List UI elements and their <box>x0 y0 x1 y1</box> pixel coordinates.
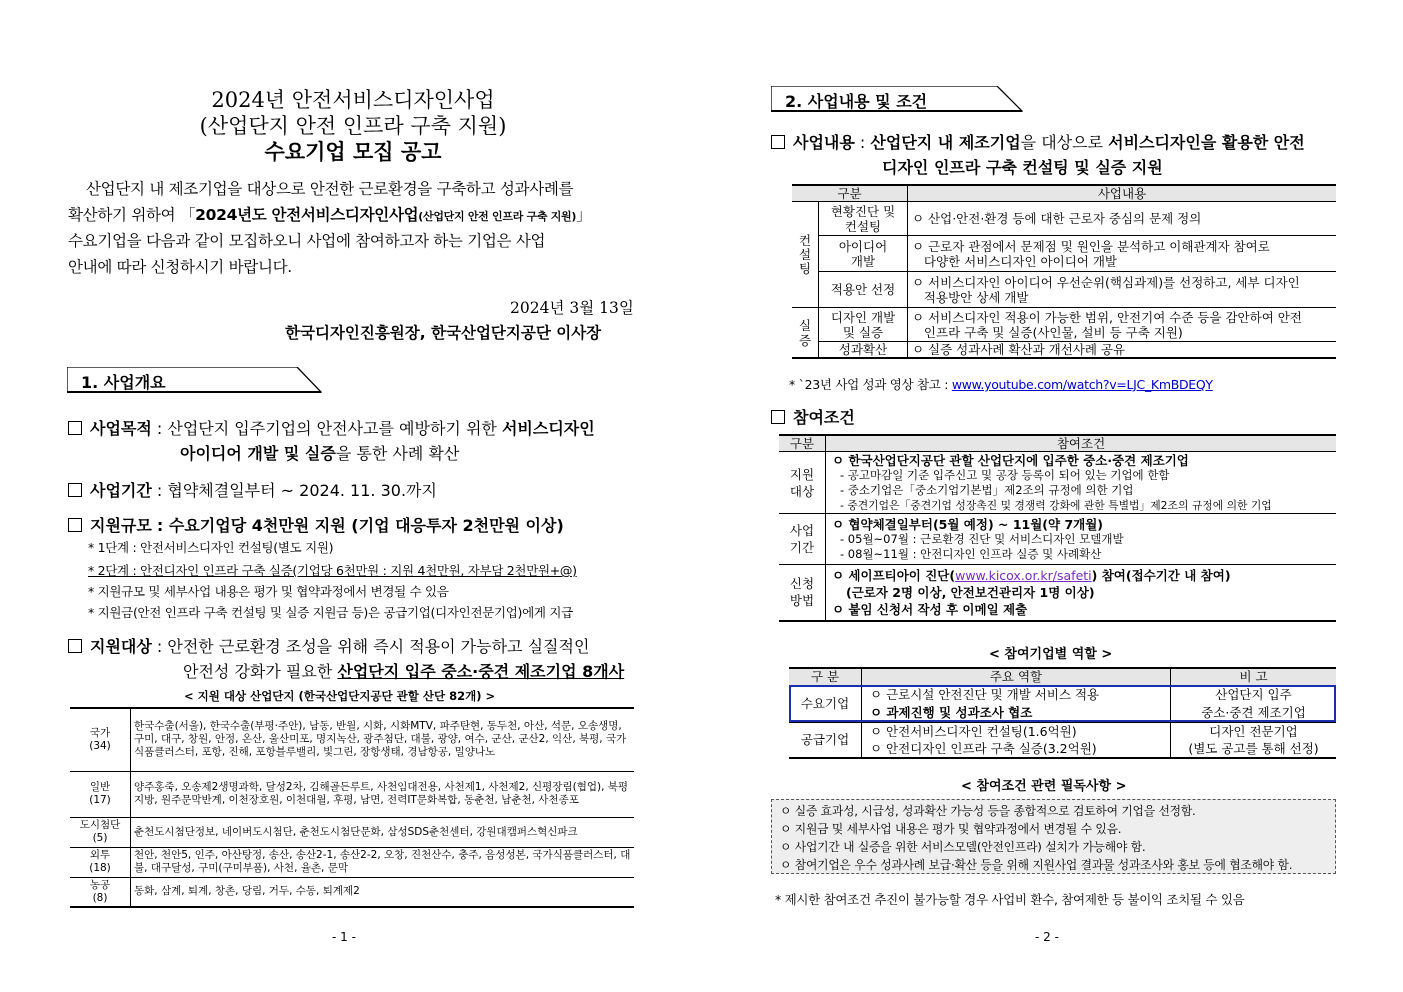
checkbox-icon <box>68 518 82 532</box>
table-row: 실 증 디자인 개발 및 실증 ㅇ 서비스디자인 적용이 가능한 범위, 안전기여 수준 등을 감안하여 안전 인프라 구축 및 실증(사인물, 설비 등 구축 지원) <box>792 308 1336 342</box>
page-number-2: - 2 - <box>1035 930 1059 944</box>
table-row: 컨 설 팅 현황진단 및 컨설팅 ㅇ 산업·안전·환경 등에 대한 근로자 중심의 문제 정의 <box>792 202 1336 236</box>
content-line2: 디자인 인프라 구축 컨설팅 및 실증 지원 <box>882 158 1163 177</box>
table-row: 사업 기간 ㅇ 협약체결일부터(5월 예정) ~ 11월(약 7개월) - 05월~07월 : 근로환경 진단 및 서비스디자인 모델개발 - 08월~11월 : 안전디자인 인프라 실증 및 사례확산 <box>779 514 1336 565</box>
section-2-header: 2. 사업내용 및 조건 <box>771 86 1023 112</box>
table-row: 도시첨단 (5) 춘천도시첨단정보, 네이버도시첨단, 춘천도시첨단문화, 삼성SDS춘천센터, 강원대캠퍼스혁신파크 <box>70 817 634 847</box>
must-read-item: ㅇ 사업기간 내 실증을 위한 서비스모델(안전인프라) 설치가 가능해야 함. <box>780 840 1146 854</box>
must-read-box <box>771 799 1336 874</box>
safeti-link[interactable]: www.kicox.or.kr/safeti <box>955 567 1092 583</box>
scale-note-3: * 지원규모 및 세부사업 내용은 평가 및 협약과정에서 변경될 수 있음 <box>88 584 449 599</box>
scale-note-2: * 2단계 : 안전디자인 인프라 구축 실증(기업당 6천만원 : 지원 4천만원, 자부담 2천만원+@) <box>88 563 577 578</box>
roles-caption: < 참여기업별 역할 > <box>989 647 1113 662</box>
table-row: 외투 (18) 천안, 천안5, 인주, 아산탕정, 송산, 송산2-1, 송산2-2, 오창, 진천산수, 충주, 음성성본, 국가식품클러스터, 대불, 대구달성, 구미(구미부품), 사천, 율촌, 문막 <box>70 847 634 877</box>
table-row: 국가 (34) 한국수출(서울), 한국수출(부평·주안), 남동, 반월, 시화, 시화MTV, 파주탄현, 동두천, 아산, 석문, 오송생명, 구미, 대구, 창원, 안정, 온산, 울산미포, 명지녹산, 광주첨단, 대불, 광양, 여수, 군산, 군산2, 익산, 북평, 국가식품클러스터, 포항, 진해, 포항블루밸리, 빛그린, 장항생태, 경남항공, 밀양나노 <box>70 708 634 771</box>
video-reference: * `23년 사업 성과 영상 참고 : www.youtube.com/watch?v=LJC_KmBDEQY <box>789 377 1213 392</box>
roles-table: 구 분 주요 역할 비 고 수요기업 ㅇ 근로시설 안전진단 및 개발 서비스 적용 ㅇ 과제진행 및 성과조사 협조 산업단지 입주 중소·중견 제조기업 공급기업 ㅇ 안전서비스디자인 컨설팅(1.6억원) ㅇ 안전디자인 인프라 구축 실증(3.2억원) 디자인 전문기업 (별도 공고를 통해 선정) <box>789 667 1336 759</box>
table-row: 일반 (17) 양주홍죽, 오송제2생명과학, 달성2차, 김해골든루트, 사천임대전용, 사천제1, 사천제2, 신평장림(협업), 북평지방, 원주문막반계, 이천장호원, 이천대월, 후평, 남면, 전력IT문화복합, 동춘천, 남춘천, 사천종포 <box>70 771 634 817</box>
checkbox-icon <box>771 410 785 424</box>
doc-title-line1: 2024년 안전서비스디자인사업 <box>211 88 495 112</box>
table-row: 공급기업 ㅇ 안전서비스디자인 컨설팅(1.6억원) ㅇ 안전디자인 인프라 구축 실증(3.2억원) 디자인 전문기업 (별도 공고를 통해 선정) <box>789 722 1336 758</box>
announce-signer: 한국디자인진흥원장, 한국산업단지공단 이사장 <box>285 324 602 342</box>
purpose-line1: 사업목적 : 산업단지 입주기업의 안전사고를 예방하기 위한 서비스디자인 <box>68 416 595 439</box>
intro-line3: 수요기업을 다음과 같이 모집하오니 사업에 참여하고자 하는 기업은 사업 <box>68 232 546 250</box>
content-line1: 사업내용 : 산업단지 내 제조기업을 대상으로 서비스디자인을 활용한 안전 <box>771 130 1305 153</box>
intro-line1: 산업단지 내 제조기업을 대상으로 안전한 근로환경을 구축하고 성과사례를 <box>86 180 574 198</box>
purpose-line2: 아이디어 개발 및 실증을 통한 사례 확산 <box>180 444 460 463</box>
section-1-header: 1. 사업개요 <box>67 367 322 393</box>
table-row: 아이디어 개발 ㅇ 근로자 관점에서 문제점 및 원인을 분석하고 이해관계자 참여로 다양한 서비스디자인 아이디어 개발 <box>792 236 1336 272</box>
checkbox-icon <box>68 483 82 497</box>
page-number-1: - 1 - <box>332 930 356 944</box>
intro-line4: 안내에 따라 신청하시기 바랍니다. <box>68 258 292 276</box>
complex-table-caption: < 지원 대상 산업단지 (한국산업단지공단 관할 산단 82개) > <box>184 689 496 703</box>
must-read-item: ㅇ 지원금 및 세부사업 내용은 평가 및 협약과정에서 변경될 수 있음. <box>780 822 1122 836</box>
conditions-header: 참여조건 <box>771 405 855 428</box>
target-line1: 지원대상 : 안전한 근로환경 조성을 위해 즉시 적용이 가능하고 실질적인 <box>68 634 589 657</box>
checkbox-icon <box>68 421 82 435</box>
intro-line2: 확산하기 위하여 「2024년도 안전서비스디자인사업(산업단지 안전 인프라 구축 지원)」 <box>68 206 592 224</box>
table-row: 농공 (8) 동화, 삼계, 퇴계, 창촌, 당림, 거두, 수동, 퇴계제2 <box>70 877 634 907</box>
doc-title-line2: (산업단지 안전 인프라 구축 지원) <box>199 114 507 138</box>
business-content-table: 구분 사업내용 컨 설 팅 현황진단 및 컨설팅 ㅇ 산업·안전·환경 등에 대한 근로자 중심의 문제 정의 아이디어 개발 ㅇ 근로자 관점에서 문제점 및 원인을 분석하고 이해관계자 참여로 다양한 서비스디자인 아이디어 개발 적용안 선정 ㅇ 서비스디자인 아이디어 우선순위(핵심과제)를 선정하고, 세부 디자인 적용방안 상세 개발 실 증 디자인 개발 및 실증 ㅇ 서비스디자인 적용이 가능한 범위, 안전기여 수준 등을 감안하여 안전 인프라 구축 및 실증(사인물, 설비 등 구축 지원) 성과확산 ㅇ 실증 성과사례 확산과 개선사례 공유 <box>792 184 1336 359</box>
table-row: 성과확산 ㅇ 실증 성과사례 확산과 개선사례 공유 <box>792 342 1336 359</box>
scale-note-4: * 지원금(안전 인프라 구축 컨설팅 및 실증 지원금 등)은 공급기업(디자인전문기업)에게 지급 <box>88 605 573 620</box>
scale-note-1: * 1단계 : 안전서비스디자인 컨설팅(별도 지원) <box>88 540 334 555</box>
scale-line: 지원규모 : 수요기업당 4천만원 지원 (기업 대응투자 2천만원 이상) <box>68 513 564 536</box>
table-row: 신청 방법 ㅇ 세이프티아이 진단(www.kicox.or.kr/safeti) 참여(접수기간 내 참여) (근로자 2명 이상, 안전보건관리자 1명 이상) ㅇ 붙임 신청서 작성 후 이메일 제출 <box>779 565 1336 621</box>
checkbox-icon <box>771 135 785 149</box>
target-line2: 안전성 강화가 필요한 산업단지 입주 중소·중견 제조기업 8개사 <box>183 662 625 681</box>
must-read-item: ㅇ 실증 효과성, 시급성, 성과확산 가능성 등을 종합적으로 검토하여 기업을 선정함. <box>780 804 1196 818</box>
must-read-caption: < 참여조건 관련 필독사항 > <box>961 779 1127 794</box>
doc-title-line3: 수요기업 모집 공고 <box>264 139 442 164</box>
period-line: 사업기간 : 협약체결일부터 ~ 2024. 11. 30.까지 <box>68 478 437 501</box>
table-row: 수요기업 ㅇ 근로시설 안전진단 및 개발 서비스 적용 ㅇ 과제진행 및 성과조사 협조 산업단지 입주 중소·중견 제조기업 <box>789 685 1336 722</box>
table-row: 적용안 선정 ㅇ 서비스디자인 아이디어 우선순위(핵심과제)를 선정하고, 세부 디자인 적용방안 상세 개발 <box>792 272 1336 308</box>
announce-date: 2024년 3월 13일 <box>510 299 634 317</box>
must-read-item: ㅇ 참여기업은 우수 성과사례 보급·확산 등을 위해 지원사업 결과물 성과조사와 홍보 등에 협조해야 함. <box>780 858 1293 872</box>
complex-table <box>70 707 634 908</box>
conditions-table: 구분 참여조건 지원 대상 ㅇ 한국산업단지공단 관할 산업단지에 입주한 중소·중견 제조기업 - 공고마감일 기준 입주신고 및 공장 등록이 되어 있는 기업에 한함 - 중소기업은「중소기업기본법」제2조의 규정에 의한 기업 - 중견기업은「중견기업 성장촉진 및 경쟁력 강화에 관한 특별법」제2조의 규정에 의한 기업 사업 기간 ㅇ 협약체결일부터(5월 예정) ~ 11월(약 7개월) - 05월~07월 : 근로환경 진단 및 서비스디자인 모델개발 - 08월~11월 : 안전디자인 인프라 실증 및 사례확산 신청 방법 ㅇ 세이프티아이 진단(www.kicox.or.kr/safeti) 참여(접수기간 내 참여) (근로자 2명 이상, 안전보건관리자 1명 이상) ㅇ 붙임 신청서 작성 후 이메일 제출 <box>779 434 1336 622</box>
final-note: * 제시한 참여조건 추진이 불가능할 경우 사업비 환수, 참여제한 등 불이익 조치될 수 있음 <box>775 892 1245 907</box>
table-row: 지원 대상 ㅇ 한국산업단지공단 관할 산업단지에 입주한 중소·중견 제조기업 - 공고마감일 기준 입주신고 및 공장 등록이 되어 있는 기업에 한함 - 중소기업은「중소기업기본법」제2조의 규정에 의한 기업 - 중견기업은「중견기업 성장촉진 및 경쟁력 강화에 관한 특별법」제2조의 규정에 의한 기업 <box>779 452 1336 514</box>
video-link[interactable]: www.youtube.com/watch?v=LJC_KmBDEQY <box>951 377 1213 392</box>
checkbox-icon <box>68 639 82 653</box>
